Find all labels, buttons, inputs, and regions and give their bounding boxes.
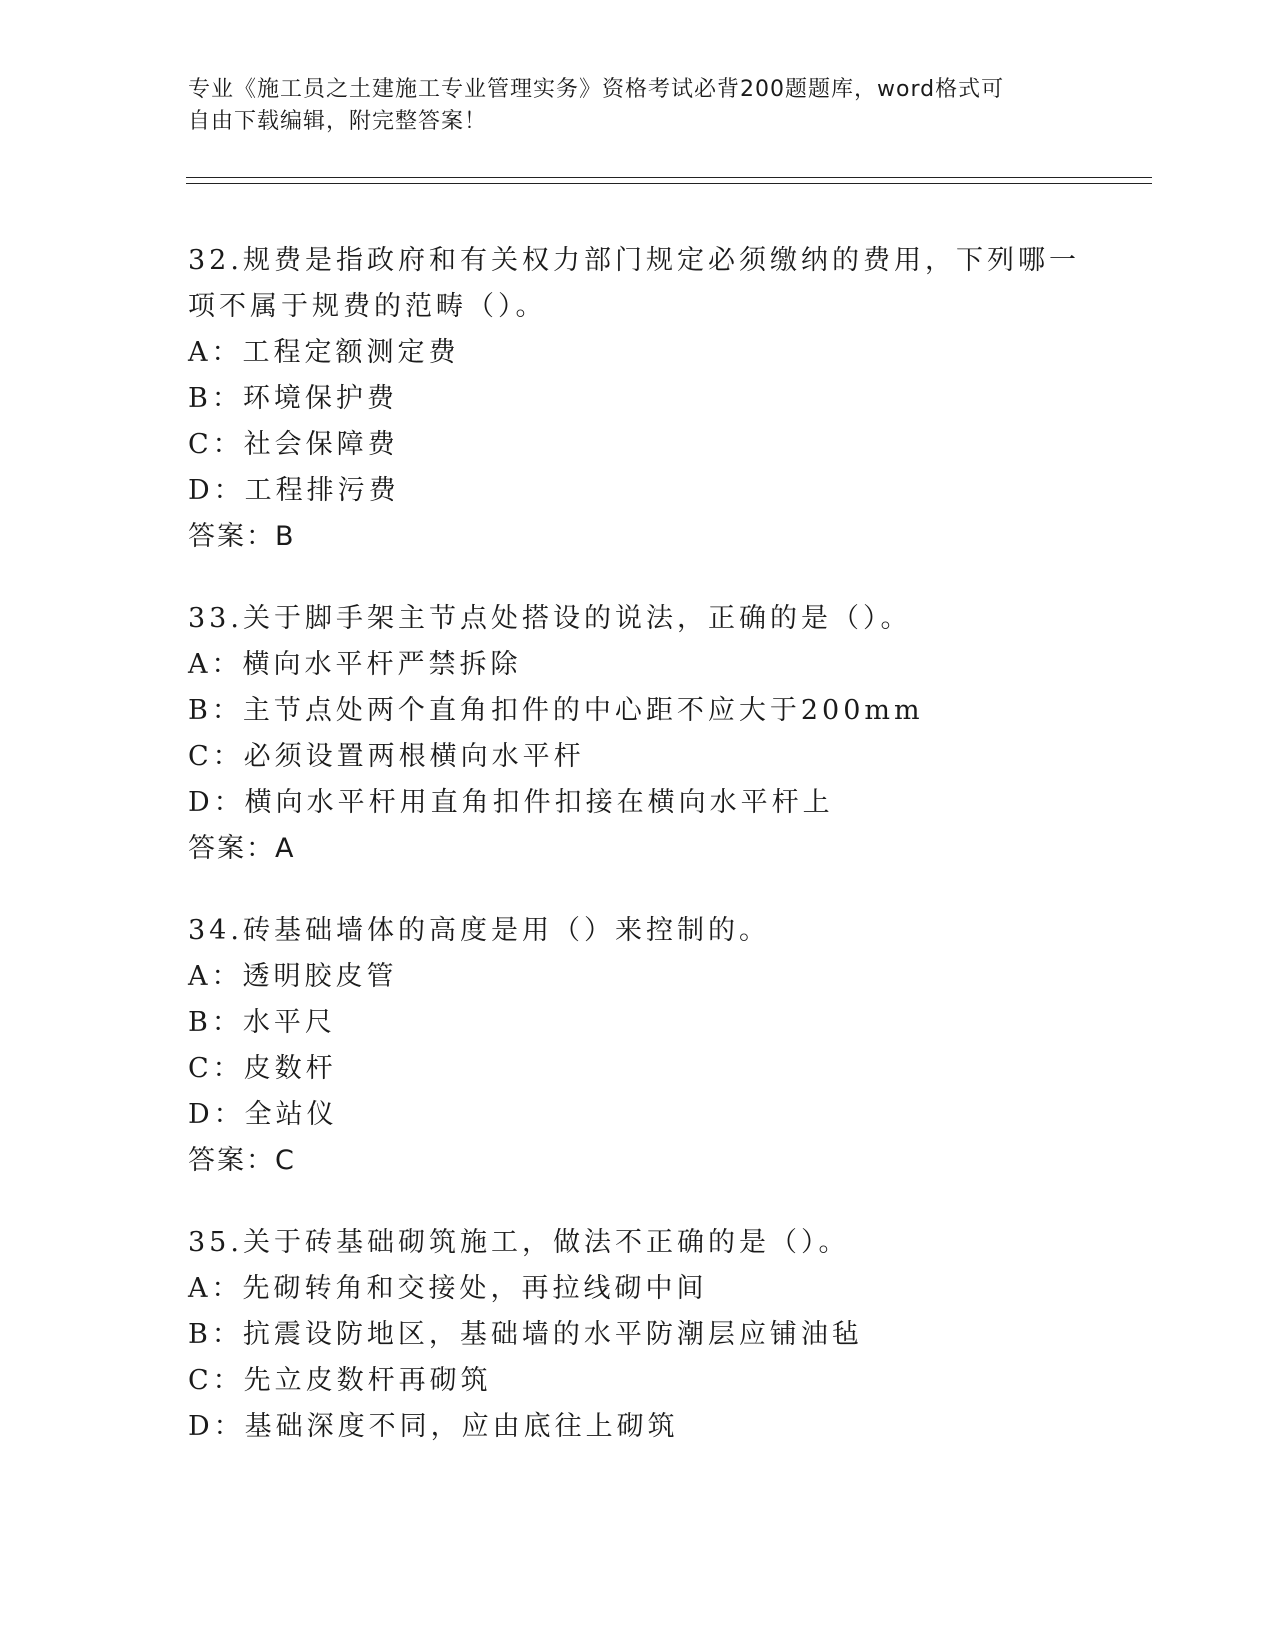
option-d: D：全站仪 xyxy=(188,1099,338,1130)
option-a: A：透明胶皮管 xyxy=(188,961,398,992)
option-c: C：皮数杆 xyxy=(188,1053,337,1084)
option-a: A：横向水平杆严禁拆除 xyxy=(188,649,522,680)
question-32 xyxy=(188,238,1088,560)
header-divider-top xyxy=(186,177,1152,178)
option-b: B：水平尺 xyxy=(188,1007,336,1038)
question-stem: 34.砖基础墙体的高度是用（）来控制的。 xyxy=(188,915,770,946)
option-d: D：横向水平杆用直角扣件扣接在横向水平杆上 xyxy=(188,787,834,818)
option-b: B：抗震设防地区，基础墙的水平防潮层应铺油毡 xyxy=(188,1319,863,1350)
option-d: D：工程排污费 xyxy=(188,475,400,506)
question-stem: 33.关于脚手架主节点处搭设的说法，正确的是（）。 xyxy=(188,603,912,634)
answer-line: 答案：C xyxy=(188,1145,296,1176)
question-35 xyxy=(188,1220,1088,1450)
header-divider-bottom xyxy=(186,183,1152,184)
answer-line: 答案：A xyxy=(188,833,296,864)
question-33 xyxy=(188,596,1088,872)
document-header xyxy=(188,74,1088,138)
option-b: B：环境保护费 xyxy=(188,383,398,414)
header-line-2: 自由下载编辑，附完整答案！ xyxy=(188,109,488,134)
header-line-1: 专业《施工员之土建施工专业管理实务》资格考试必背200题题库，word格式可 xyxy=(188,77,1005,102)
option-d: D：基础深度不同，应由底往上砌筑 xyxy=(188,1411,679,1442)
option-b: B：主节点处两个直角扣件的中心距不应大于200mm xyxy=(188,695,924,726)
question-stem: 35.关于砖基础砌筑施工，做法不正确的是（）。 xyxy=(188,1227,850,1258)
option-c: C：必须设置两根横向水平杆 xyxy=(188,741,585,772)
option-c: C：社会保障费 xyxy=(188,429,399,460)
option-a: A：先砌转角和交接处，再拉线砌中间 xyxy=(188,1273,708,1304)
question-stem: 32.规费是指政府和有关权力部门规定必须缴纳的费用，下列哪一项不属于规费的范畴（）。 xyxy=(188,245,1080,322)
question-list xyxy=(188,238,1088,1486)
option-c: C：先立皮数杆再砌筑 xyxy=(188,1365,492,1396)
answer-line: 答案：B xyxy=(188,521,296,552)
question-34 xyxy=(188,908,1088,1184)
option-a: A：工程定额测定费 xyxy=(188,337,460,368)
